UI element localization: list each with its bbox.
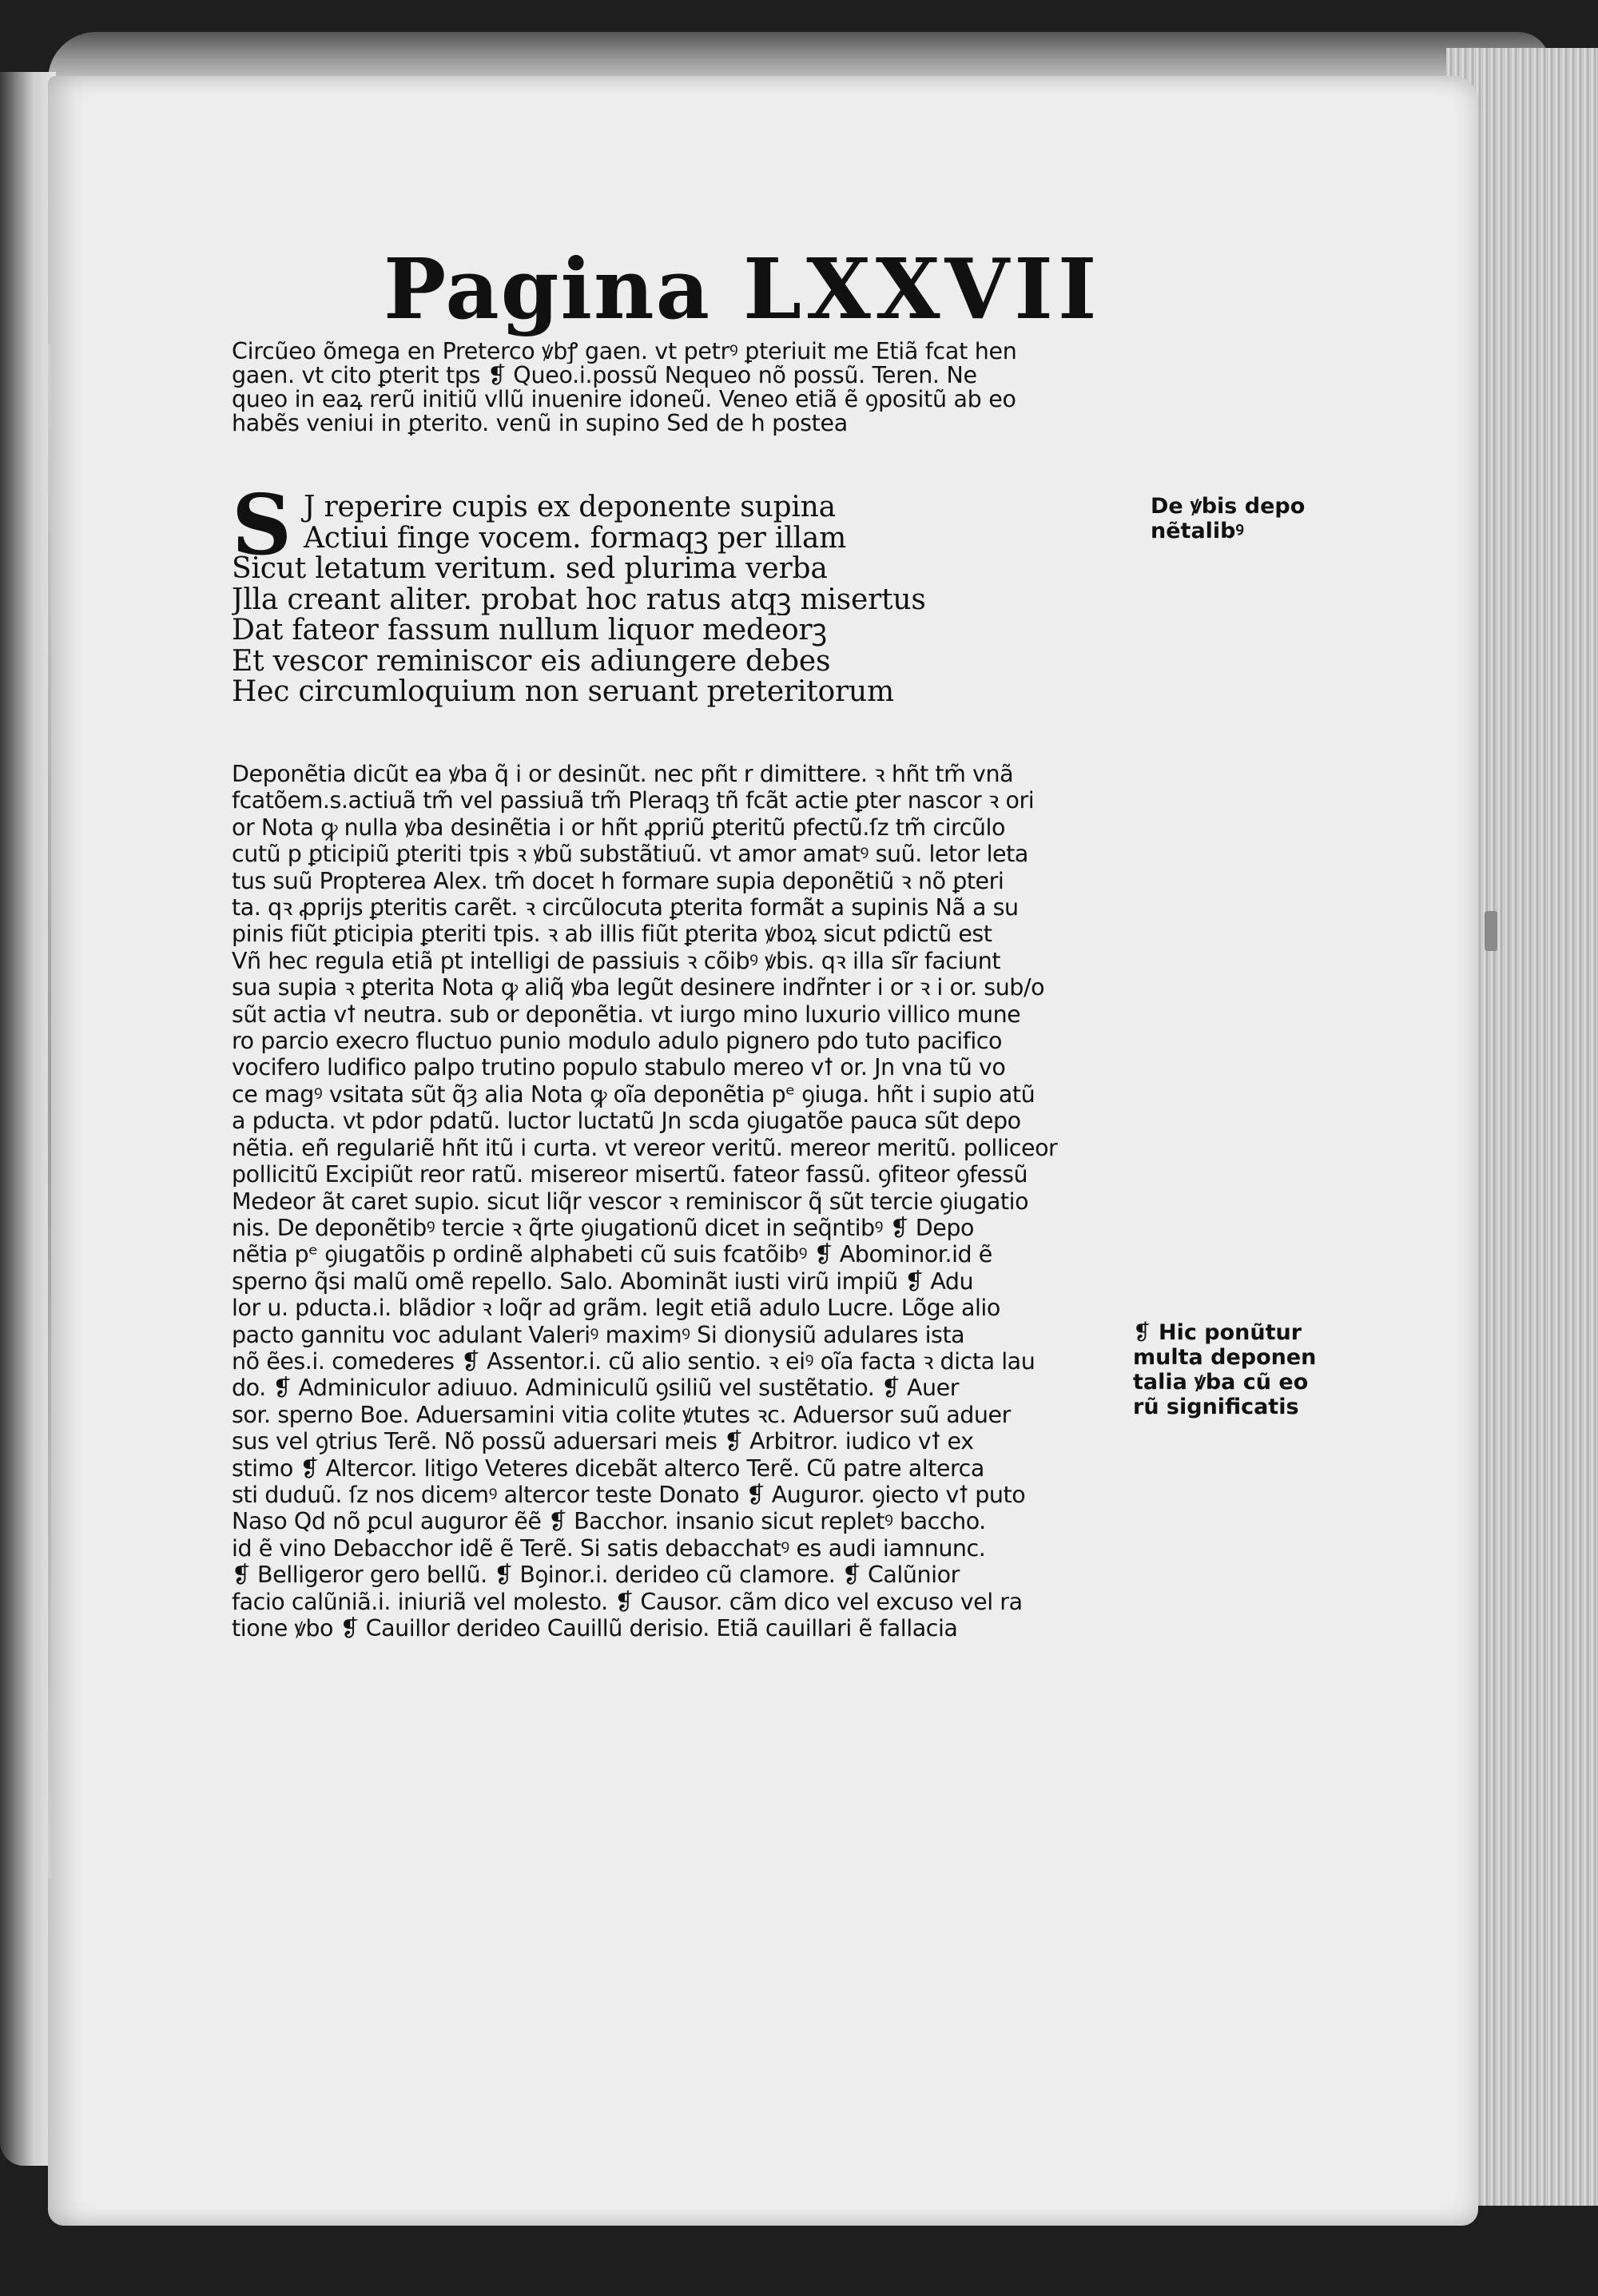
intro-paragraph [232,340,1127,436]
intro-line-4: habẽs veniui in ꝑterito. venũ in supino Sed de h postea [232,412,848,436]
body-line-22: pacto gannitu voc adulant Valeriꝰ maximꝰ Si dionysiũ adulares ista [232,1321,965,1348]
verse-block [232,476,1127,708]
body-line-1: Deponẽtia dicũt ea ꝟba q̃ i or desinũt. nec pñt r dimittere. ꝛ hñt tm̃ vnã [232,761,1014,787]
verse-line-4: Jlla creant aliter. probat hoc ratus atqꝫ misertus [232,584,926,615]
verse-line-7: Hec circumloquium non seruant preteritorum [232,677,894,708]
body-line-16: pollicitũ Excipiũt reor ratũ. misereor misertũ. fateor fassũ. ꝯfiteor ꝯfessũ [232,1161,1028,1188]
body-line-32: facio calũniã.i. iniuriã vel molesto. ❡ Causor. cãm dico vel excuso vel ra [232,1588,1023,1615]
body-line-13: ce magꝰ vsitata sũt q̃ȝ alia Nota ꝙ oĩa deponẽtia pᵉ ꝯiuga. hñt i supio atũ [232,1080,1036,1108]
body-line-18: nis. De deponẽtibꝰ tercie ꝛ q̃rte ꝯiugationũ dicet in seq̃ntibꝰ ❡ Depo [232,1214,974,1241]
body-line-29: Naso Qd nõ ꝑcul auguror ẽẽ ❡ Bacchor. insanio sicut repletꝰ baccho. [232,1508,986,1535]
body-line-3: or Nota ꝙ nulla ꝟba desinẽtia i or hñt ꝓpriũ ꝑteritũ pfectũ.ſz tm̃ circũlo [232,814,1005,841]
heading-word: Pagina [384,240,712,338]
margin-note1-line-1: De ꝟbis depo [1151,494,1306,519]
intro-line-2: gaen. vt cito ꝑterit tps ❡ Queo.i.possũ Nequeo nõ possũ. Teren. Ne [232,364,977,388]
commentary-block [232,761,1131,1641]
body-line-25: sor. sperno Boe. Aduersamini vitia colite ꝟtutes ꝛc. Aduersor suũ aduer [232,1401,1011,1428]
body-line-21: lor u. pducta.i. blãdior ꝛ loq̃r ad grãm. legit etiã adulo Lucre. Lõge alio [232,1295,1000,1322]
intro-line-1: Circũeo õmega en Preterco ꝟbꝭ gaen. vt petrꝰ ꝑteriuit me Etiã fcat hen [232,340,1017,364]
margin-note2-line-2: multa deponen [1133,1345,1317,1370]
margin-note2-line-1: ❡ Hic ponũtur [1133,1320,1302,1345]
verse-line-5: Dat fateor fassum nullum liquor medeorꝫ [232,615,827,647]
verse-line-6: Et vescor reminiscor eis adiungere debes [232,646,831,677]
verse-line-1: J reperire cupis ex deponente supina [304,492,836,523]
body-line-7: pinis fiũt ꝑticipia ꝑteriti tpis. ꝛ ab illis fiũt ꝑterita ꝟboꝝ sicut pdictũ est [232,921,992,948]
page-tab-marker [1485,911,1497,951]
body-line-19: nẽtia pᵉ ꝯiugatõis p ordinẽ alphabeti cũ suis fcatõibꝰ ❡ Abominor.id ẽ [232,1241,992,1268]
margin-note2-line-3: talia ꝟba cũ eo [1133,1370,1309,1395]
body-line-5: tus suũ Propterea Alex. tm̃ docet h formare supia deponẽtiũ ꝛ nõ ꝑteri [232,867,1004,894]
body-line-24: do. ❡ Adminiculor adiuuo. Adminiculũ ꝯsiliũ vel sustẽtatio. ❡ Auer [232,1375,960,1402]
body-line-17: Medeor ãt caret supio. sicut liq̃r vescor ꝛ reminiscor q̃ sũt tercie ꝯiugatio [232,1188,1029,1215]
margin-note2-line-4: rũ significatis [1133,1395,1299,1419]
body-line-30: id ẽ vino Debacchor idẽ ẽ Terẽ. Si satis debacchatꝰ es audi iamnunc. [232,1534,986,1562]
page-heading [384,240,1103,336]
body-line-31: ❡ Belligeror gero bellũ. ❡ Bꝯinor.i. derideo cũ clamore. ❡ Calũnior [232,1562,960,1589]
body-line-20: sperno q̃si malũ omẽ repello. Salo. Abominãt iusti virũ impiũ ❡ Adu [232,1267,974,1295]
body-line-15: nẽtia. eñ regulariẽ hñt itũ i curta. vt vereor veritũ. mereor meritũ. polliceor [232,1134,1058,1161]
drop-capital: S [232,476,292,574]
gutter-fold [48,344,51,1878]
body-line-12: vocifero ludifico palpo trutino populo stabulo mereo vꝉ or. Jn vna tũ vo [232,1054,1006,1081]
body-line-23: nõ ẽes.i. comederes ❡ Assentor.i. cũ alio sentio. ꝛ eiꝰ oĩa facta ꝛ dicta lau [232,1347,1036,1375]
verse-line-3: Sicut letatum veritum. sed plurima verba [232,554,828,585]
body-line-11: ro parcio execro fluctuo punio modulo adulo pignero pdo tuto pacifico [232,1028,1003,1055]
body-line-10: sũt actia vꝉ neutra. sub or deponẽtia. vt iurgo mino luxurio villico mune [232,1001,1021,1028]
body-line-26: sus vel ꝯtrius Terẽ. Nõ possũ aduersari meis ❡ Arbitror. iudico vꝉ ex [232,1428,974,1455]
verse-line-2: Actiui finge vocem. formaqꝫ per illam [304,523,847,554]
folio-number: LXXVII [743,240,1102,338]
body-line-6: ta. qꝛ ꝓprijs ꝑteritis carẽt. ꝛ circũlocuta ꝑterita formãt a supinis Nã a su [232,894,1019,921]
body-line-33: tione ꝟbo ❡ Cauillor derideo Cauillũ derisio. Etiã cauillari ẽ fallacia [232,1615,958,1641]
body-line-2: fcatõem.s.actiuã tm̃ vel passiuã tm̃ Pleraqꝫ tñ fcãt actie ꝑter nascor ꝛ ori [232,787,1035,814]
body-line-8: Vñ hec regula etiã pt intelligi de passiuis ꝛ cõibꝰ ꝟbis. qꝛ illa sĩr faciunt [232,947,1001,974]
body-line-4: cutũ p ꝑticipiũ ꝑteriti tpis ꝛ ꝟbũ substãtiuũ. vt amor amatꝰ suũ. letor leta [232,841,1028,868]
body-line-27: stimo ❡ Altercor. litigo Veteres dicebãt alterco Terẽ. Cũ patre alterca [232,1454,984,1482]
body-line-28: sti duduũ. ſz nos dicemꝰ altercor teste Donato ❡ Auguror. ꝯiecto vꝉ puto [232,1481,1026,1508]
body-line-14: a pducta. vt pdor pdatũ. luctor luctatũ Jn scda ꝯiugatõe pauca sũt depo [232,1108,1021,1135]
margin-note-deponent [1151,494,1358,543]
margin-note-list [1133,1320,1341,1419]
margin-note1-line-2: nẽtalibꝰ [1151,519,1244,543]
body-line-9: sua supia ꝛ ꝑterita Nota ꝙ aliq̃ ꝟba legũt desinere indr̃nter i or ꝛ i or. sub/o [232,974,1045,1001]
intro-line-3: queo in eaꝝ rerũ initiũ vllũ inuenire idoneũ. Veneo etiã ẽ ꝯpositũ ab eo [232,388,1016,412]
